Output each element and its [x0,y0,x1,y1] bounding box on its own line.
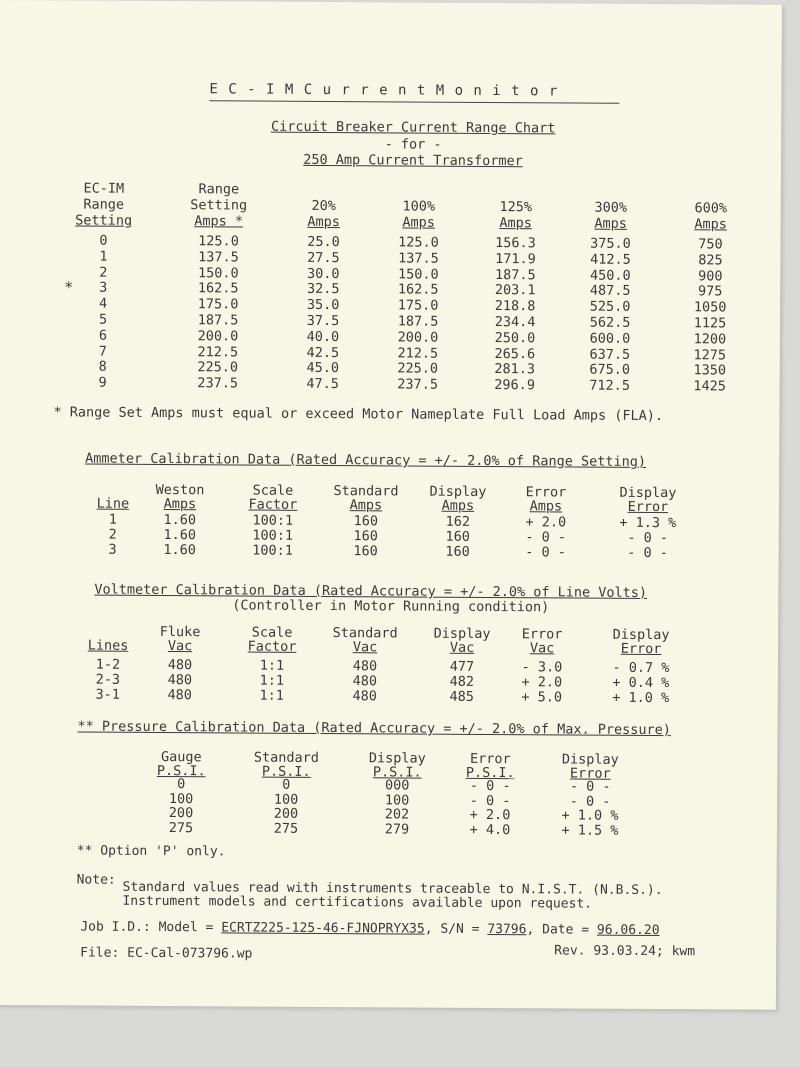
range-table-cell: 237.5 [197,375,239,392]
voltmeter-header-cell: Scale [251,624,293,641]
range-table-cell: 265.6 [494,345,536,362]
pressure-header-cell: Gauge [161,748,202,766]
pressure-table-cell: 200 [273,805,299,822]
ammeter-table-cell: - 0 - [627,544,668,562]
range-table-cell: 825 [698,252,723,269]
voltmeter-subheading: (Controller in Motor Running condition) [232,597,550,616]
pressure-table-cell: - 0 - [469,777,511,795]
subtitle-range-chart: Circuit Breaker Current Range Chart [270,118,556,137]
range-table-cell: 637.5 [589,346,631,363]
range-table-cell: 1 [99,248,108,265]
range-table-cell: 150.0 [197,264,239,282]
range-header-cell: 600% [694,200,728,217]
voltmeter-table-cell: 480 [167,672,193,689]
range-table-cell: 225.0 [397,360,439,378]
ammeter-header-cell: Weston [155,481,205,499]
range-table-cell: 525.0 [589,298,631,316]
ammeter-header-cell: Standard [333,483,399,500]
range-table-cell: 40.0 [306,328,340,345]
range-header-cell: 125% [499,199,533,216]
voltmeter-table-cell: 477 [449,658,475,675]
pressure-table-cell: - 0 - [569,792,611,810]
range-table-cell: 712.5 [589,377,631,395]
revision: Rev. 93.03.24; kwm [554,943,696,960]
voltmeter-table-cell: 480 [167,657,193,674]
ammeter-table-cell: 160 [445,528,470,545]
range-table-cell: 975 [697,283,723,300]
voltmeter-table-cell: 1:1 [259,687,284,704]
voltmeter-table-cell: + 1.0 % [612,689,670,707]
range-table-cell: 137.5 [398,250,439,267]
pressure-table-cell: + 1.5 % [561,821,619,839]
range-table-cell: 32.5 [306,281,340,298]
range-table-cell: 125.0 [198,233,239,250]
range-table-cell: 1200 [693,331,727,348]
ammeter-table-cell: 1.60 [163,512,197,529]
pressure-table-cell: 275 [168,819,194,836]
ammeter-table-cell: - 0 - [525,544,566,561]
pressure-header-cell: P.S.I. [465,764,515,782]
voltmeter-table-cell: + 2.0 [521,674,563,691]
voltmeter-header-cell: Vac [167,638,193,655]
range-table-cell: 156.3 [495,235,536,252]
voltmeter-header-cell: Vac [449,639,475,656]
range-table-cell: 1125 [693,315,727,332]
voltmeter-table-cell: - 3.0 [521,659,563,676]
range-table-cell: 212.5 [197,343,239,361]
range-table-cell: 150.0 [397,266,439,283]
pressure-table-cell: - 0 - [569,778,611,795]
pressure-table-cell: 100 [273,791,299,808]
range-table-cell: 375.0 [590,235,631,252]
range-table-cell: 225.0 [197,359,239,376]
range-header-cell: Setting [190,197,248,214]
voltmeter-header-cell: Vac [529,640,555,657]
range-table-cell: 234.4 [494,314,536,331]
range-table-cell: 1350 [693,362,727,379]
pressure-table-cell: 000 [384,777,410,794]
pressure-header-cell: Standard [253,749,319,766]
range-table-cell: 0 [99,232,108,249]
voltmeter-header-cell: Factor [247,638,297,655]
range-table-cell: 187.5 [397,313,439,330]
voltmeter-table-cell: 480 [352,658,378,675]
title-underline [209,100,619,104]
ammeter-table-cell: 100:1 [252,527,294,544]
range-footnote: * Range Set Amps must equal or exceed Motor Nameplate Full Load Amps (FLA). [53,404,664,425]
voltmeter-header-cell: Vac [352,639,378,656]
ammeter-header-cell: Error [525,484,567,501]
pressure-header-cell: P.S.I. [372,764,422,781]
job-date-label: , Date = [526,922,590,938]
range-table-cell: 37.5 [306,312,340,330]
ammeter-table-cell: 1.60 [163,542,196,559]
voltmeter-table-cell: + 5.0 [521,689,563,706]
range-header-cell: Range [198,181,240,198]
pressure-header-cell: P.S.I. [156,762,206,780]
range-table-cell: 900 [698,267,723,285]
pressure-table-cell: 275 [273,820,299,837]
ammeter-header-cell: Line [96,495,130,512]
ammeter-table-cell: + 1.3 % [619,514,677,532]
range-table-cell: 600.0 [589,330,631,347]
ammeter-table-cell: 160 [445,543,470,560]
range-table-cell: 237.5 [397,376,439,393]
ammeter-header-cell: Error [627,498,669,516]
ammeter-table-cell: 1 [108,511,117,528]
subtitle-for: - for - [384,136,442,153]
range-table-cell: 200.0 [197,328,239,345]
voltmeter-table-cell: 1:1 [259,657,285,674]
voltmeter-table-cell: 2-3 [95,671,121,688]
pressure-table-cell: 0 [282,776,291,793]
range-header-cell: Setting [75,212,133,229]
ammeter-header-cell: Amps [163,496,197,513]
range-table-cell: 3 [99,280,108,297]
ammeter-table-cell: - 0 - [525,529,567,546]
range-header-cell: Amps * [194,213,244,230]
voltmeter-table-cell: 1:1 [259,672,285,689]
ammeter-header-cell: Amps [349,497,383,514]
range-header-cell: Amps [307,213,340,231]
voltmeter-table-cell: - 0.7 % [612,659,670,677]
document-title: E C - I M C u r r e n t M o n i t o r [209,81,559,100]
ammeter-table-cell: 3 [108,541,117,558]
ammeter-table-cell: 100:1 [252,512,294,529]
range-table-cell: 200.0 [397,329,439,346]
range-table-cell: 296.9 [494,377,536,394]
voltmeter-heading: Voltmeter Calibration Data (Rated Accuracy = +/- 2.0% of Line Volts) [94,581,648,601]
voltmeter-table-cell: 480 [352,673,378,690]
voltmeter-header-cell: Standard [332,625,398,642]
range-table-cell: 162.5 [197,280,239,297]
file-name: File: EC-Cal-073796.wp [80,945,253,962]
range-table-cell: 487.5 [589,282,631,300]
note-line-2: Instrument models and certifications available upon request. [122,893,593,912]
voltmeter-table-cell: 1-2 [95,656,121,673]
range-header-cell: 300% [594,199,628,216]
pressure-table-cell: - 0 - [469,792,511,809]
range-table-cell: 187.5 [197,312,239,329]
ammeter-header-cell: Factor [248,496,298,513]
voltmeter-table-cell: + 0.4 % [612,674,670,692]
range-table-cell: 4 [99,295,108,312]
voltmeter-table-cell: 3-1 [95,686,120,703]
range-table-cell: 25.0 [307,233,340,251]
job-date: 96.06.20 [596,922,660,939]
pressure-header-cell: Error [569,765,611,782]
ammeter-header-cell: Display [429,483,487,500]
range-table-cell: 1275 [693,346,727,364]
range-table-cell: 6 [98,327,108,344]
range-table-cell: 45.0 [306,360,340,377]
job-model: ECRTZ225-125-46-FJNOPRYX35 [221,920,425,937]
range-table-cell: 187.5 [494,266,536,283]
range-table-cell: 5 [98,311,108,328]
pressure-table-cell: 279 [384,820,410,838]
option-note: ** Option 'P' only. [76,843,226,860]
job-id-line [80,920,659,939]
range-table-cell: 30.0 [307,265,340,282]
range-header-cell: 20% [311,197,336,215]
ammeter-table-cell: 100:1 [252,542,294,559]
voltmeter-header-cell: Error [521,626,563,643]
range-header-cell: Range [83,196,125,213]
range-table-cell: 281.3 [494,361,536,378]
range-table-cell: 218.8 [494,298,536,315]
range-table-cell: 675.0 [589,361,631,379]
voltmeter-header-cell: Display [433,625,491,643]
range-table-cell: 125.0 [398,234,439,251]
range-table-cell: 175.0 [197,296,239,313]
pressure-table-cell: + 1.0 % [561,807,619,824]
range-header-cell: Amps [499,215,532,232]
ammeter-header-cell: Amps [441,497,475,514]
ammeter-table-cell: 160 [353,513,379,530]
range-table-cell: 175.0 [397,297,439,314]
note-line-1: Standard values read with instruments traceable to N.I.S.T. (N.B.S.). [122,879,663,899]
range-table-cell: 203.1 [494,282,536,299]
job-sn-label: , S/N = [424,921,480,937]
range-table-cell: 750 [698,236,723,253]
range-table-cell: 42.5 [306,344,340,361]
range-table-cell: 27.5 [307,249,340,266]
range-table-cell: 8 [98,359,107,376]
voltmeter-header-cell: Display [612,626,670,644]
range-header-cell: 100% [402,198,436,215]
range-table-cell: 162.5 [397,281,439,299]
range-table-cell: 212.5 [397,345,439,362]
pressure-header-cell: Display [368,750,426,767]
job-prefix: Job I.D.: Model = [80,919,214,936]
pressure-table-cell: 100 [384,791,410,809]
range-marker: * [64,278,74,297]
range-table-cell: 171.9 [495,250,536,268]
range-table-cell: 35.0 [306,297,340,314]
range-header-cell: Amps [694,216,727,233]
pressure-header-cell: Display [561,751,619,768]
ammeter-table-cell: + 2.0 [525,514,567,531]
ammeter-table-cell: 2 [108,526,117,543]
ammeter-table-cell: - 0 - [627,529,669,547]
voltmeter-table-cell: 480 [352,688,377,705]
range-table-cell: 7 [98,343,107,360]
voltmeter-header-cell: Lines [87,637,129,654]
range-header-cell: Amps [594,215,627,232]
range-table-cell: 562.5 [589,314,631,331]
range-table-cell: 47.5 [306,376,339,393]
ammeter-table-cell: 1.60 [163,527,197,544]
pressure-table-cell: 0 [177,776,186,793]
ammeter-heading: Ammeter Calibration Data (Rated Accuracy = +/- 2.0% of Range Setting) [85,450,647,470]
range-table-cell: 250.0 [494,329,536,347]
voltmeter-table-cell: 485 [449,688,474,705]
note-label: Note: [76,872,116,888]
pressure-table-cell: 100 [168,790,194,807]
pressure-header-cell: Error [469,750,511,768]
subtitle-transformer: 250 Amp Current Transformer [303,151,523,170]
range-table-cell: 1425 [693,378,726,395]
ammeter-header-cell: Scale [252,482,294,499]
pressure-table-cell: 202 [384,806,410,823]
ammeter-header-cell: Display [619,484,677,502]
pressure-table-cell: + 2.0 [469,806,511,824]
range-table-cell: 2 [99,264,108,281]
range-table-cell: 1050 [693,299,727,316]
range-table-cell: 412.5 [590,251,631,268]
pressure-table-cell: 200 [168,805,194,822]
pressure-table-cell: + 4.0 [469,821,511,838]
ammeter-table-cell: 160 [353,543,378,560]
pressure-heading: ** Pressure Calibration Data (Rated Accuracy = +/- 2.0% of Max. Pressure) [77,718,671,739]
range-table-cell: 450.0 [589,267,631,284]
ammeter-table-cell: 162 [445,513,471,530]
range-table-cell: 137.5 [198,249,239,266]
voltmeter-header-cell: Fluke [159,623,201,641]
range-header-cell: EC-IM [83,180,125,197]
voltmeter-table-cell: 480 [167,687,192,704]
voltmeter-table-cell: 482 [449,673,475,690]
voltmeter-header-cell: Error [620,640,662,658]
pressure-header-cell: P.S.I. [261,763,311,780]
job-sn: 73796 [487,921,527,938]
range-header-cell: Amps [402,214,435,231]
range-table-cell: 9 [98,374,107,391]
ammeter-table-cell: 160 [353,528,378,545]
ammeter-header-cell: Amps [529,498,563,515]
